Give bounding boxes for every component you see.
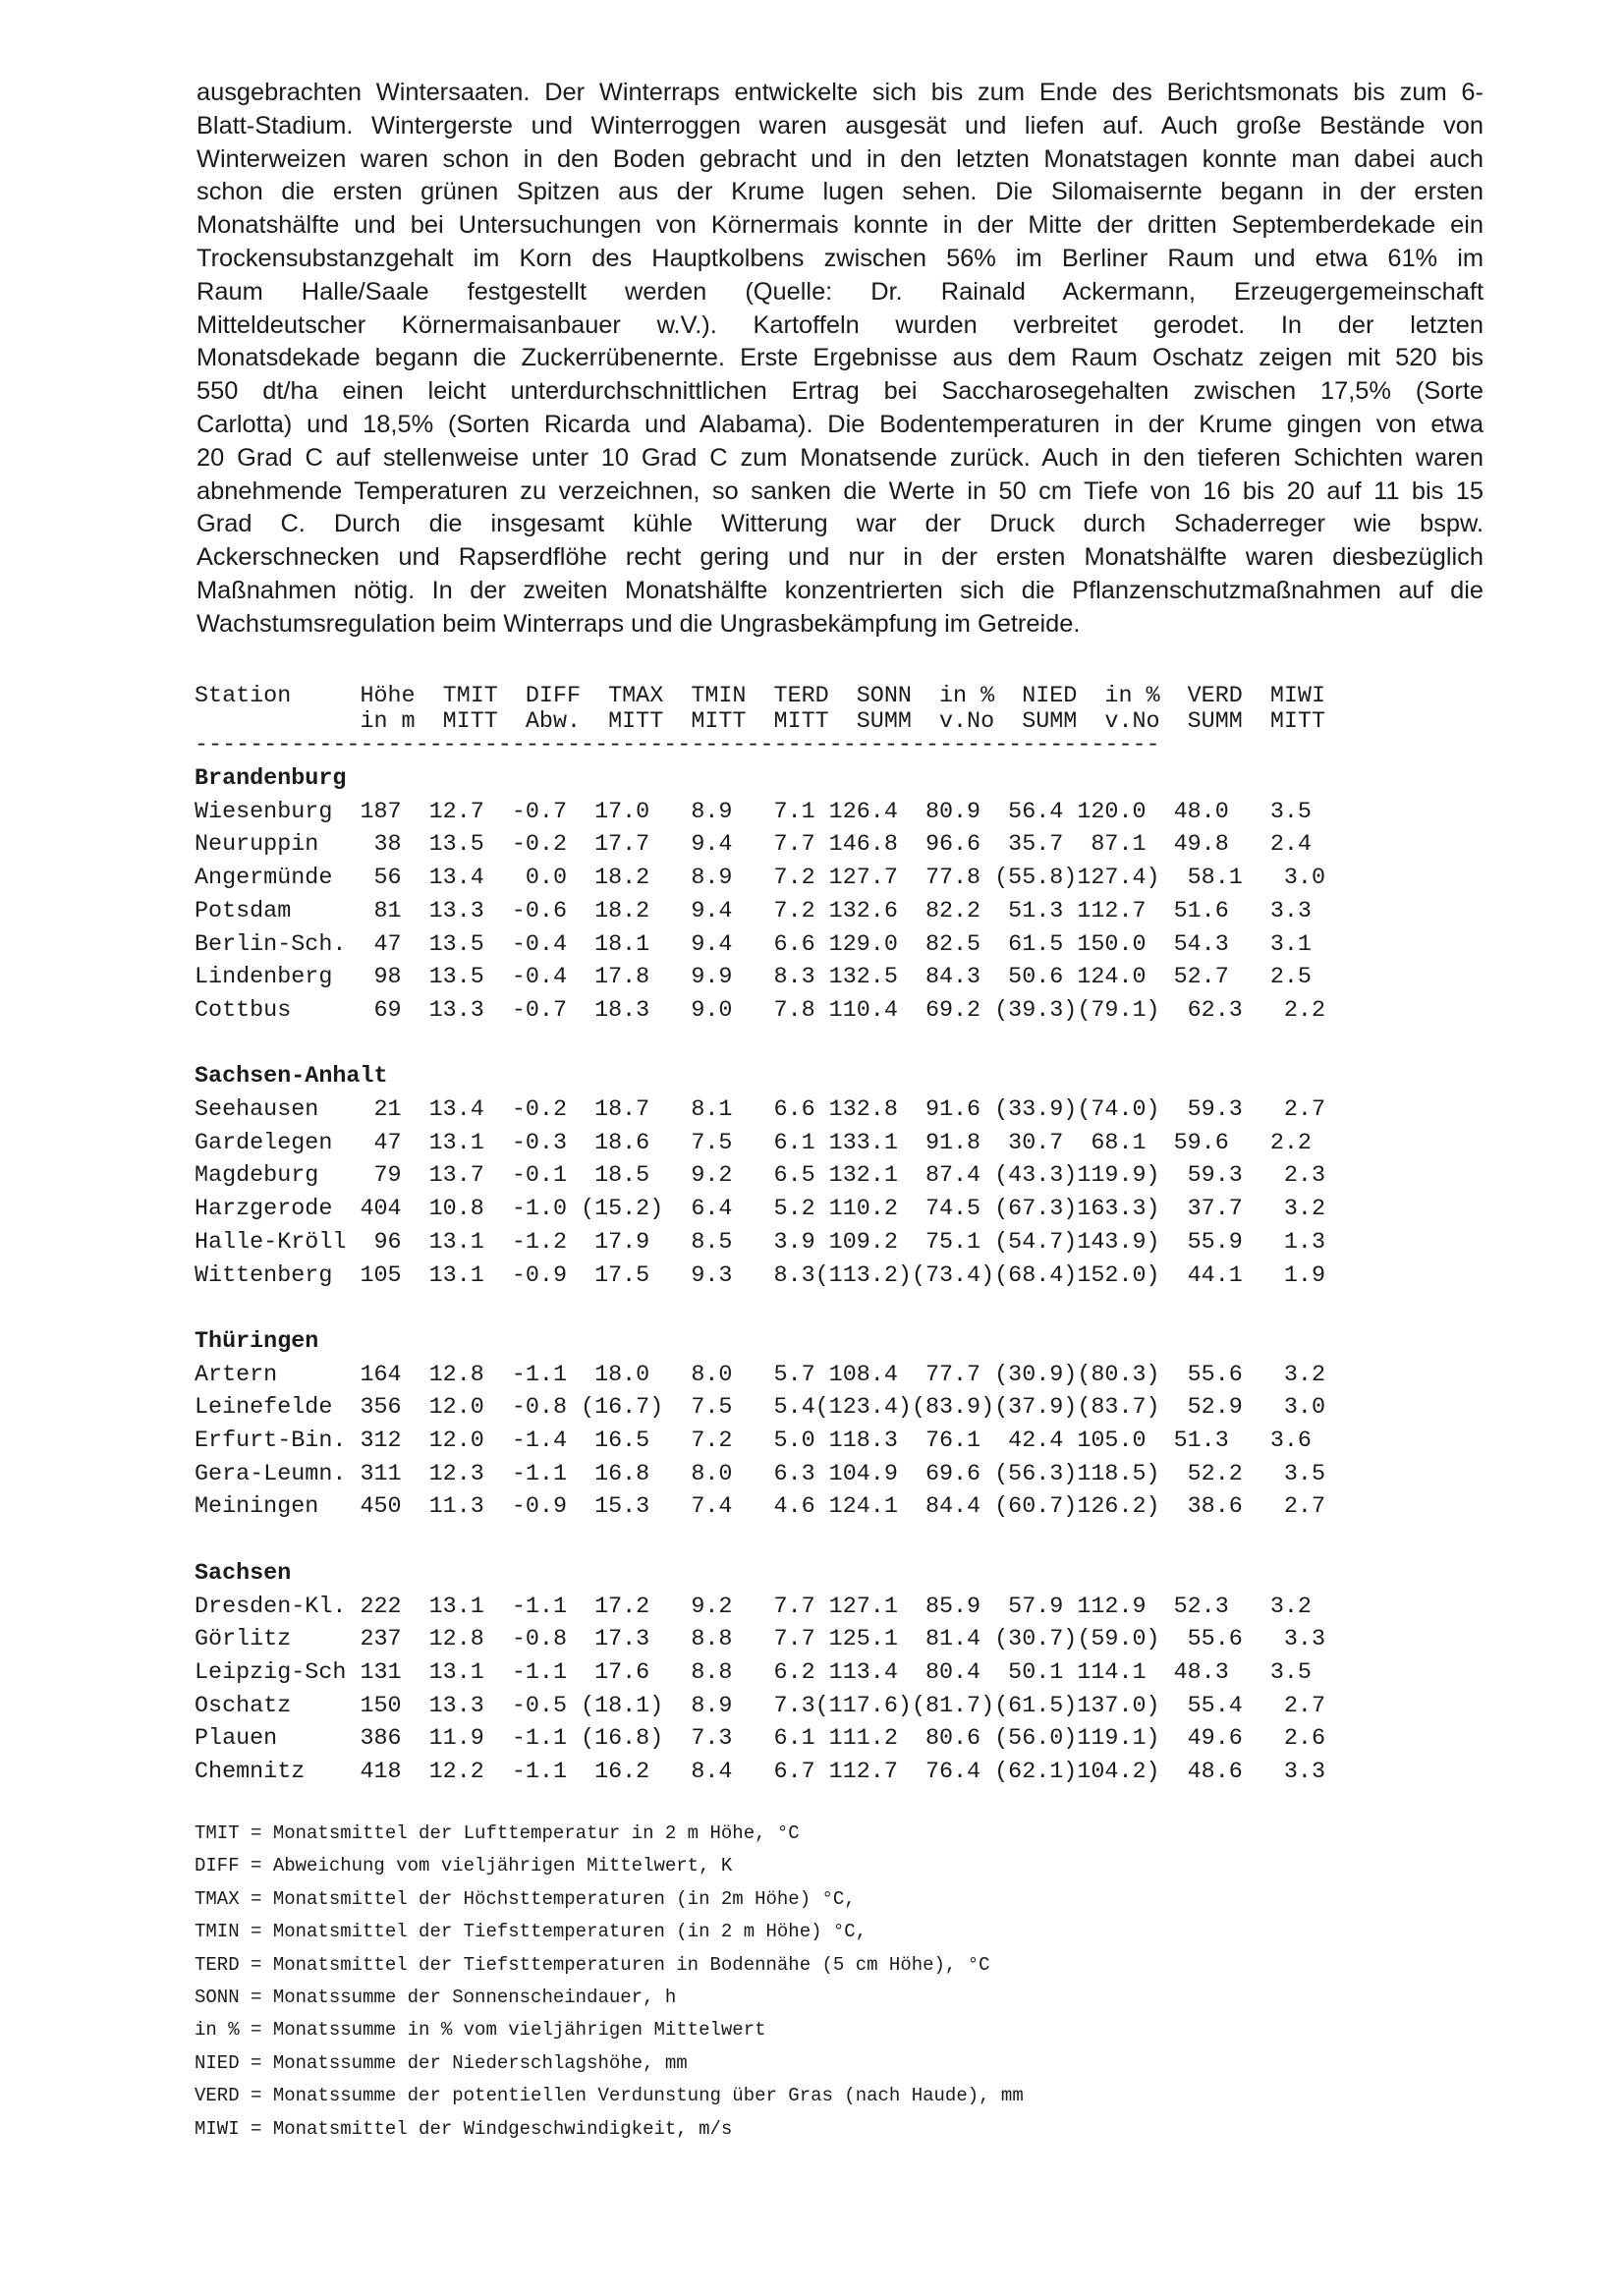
- paragraph-line: Ackerschnecken und Rapserdflöhe recht gering und nur in der ersten Monatshälfte waren diesbezüglich: [196, 543, 1484, 572]
- legend-item: TMIT = Monatsmittel der Lufttemperatur in 2 m Höhe, °C: [195, 1822, 800, 1844]
- table-row: Wittenberg 105 13.1 -0.9 17.5 9.3 8.3(113.2)(73.4)(68.4)152.0) 44.1 1.9: [195, 1262, 1326, 1289]
- legend-item: NIED = Monatssumme der Niederschlagshöhe, mm: [195, 2051, 688, 2074]
- table-row: Plauen 386 11.9 -1.1 (16.8) 7.3 6.1 111.2 80.6 (56.0)119.1) 49.6 2.6: [195, 1726, 1326, 1753]
- paragraph-line: 550 dt/ha einen leicht unterdurchschnittlichen Ertrag bei Saccharosegehalten zwischen 17,5% (Sorte: [196, 377, 1484, 406]
- table-row: Cottbus 69 13.3 -0.7 18.3 9.0 7.8 110.4 69.2 (39.3)(79.1) 62.3 2.2: [195, 997, 1326, 1024]
- legend-item: VERD = Monatssumme der potentiellen Verdunstung über Gras (nach Haude), mm: [195, 2085, 1024, 2107]
- paragraph-line: Mitteldeutscher Körnermaisanbauer w.V.). Kartoffeln wurden verbreitet gerodet. In der letzten: [196, 310, 1484, 339]
- table-row: Potsdam 81 13.3 -0.6 18.2 9.4 7.2 132.6 82.2 51.3 112.7 51.6 3.3: [195, 898, 1312, 924]
- body-paragraph: [196, 77, 1484, 642]
- table-group-heading: Sachsen-Anhalt: [195, 1064, 388, 1091]
- table-row: Oschatz 150 13.3 -0.5 (18.1) 8.9 7.3(117.6)(81.7)(61.5)137.0) 55.4 2.7: [195, 1693, 1326, 1719]
- paragraph-line: Raum Halle/Saale festgestellt werden (Quelle: Dr. Rainald Ackermann, Erzeugergemeinschaft: [196, 277, 1484, 306]
- table-row: Neuruppin 38 13.5 -0.2 17.7 9.4 7.7 146.8 96.6 35.7 87.1 49.8 2.4: [195, 832, 1312, 859]
- table-row: Erfurt-Bin. 312 12.0 -1.4 16.5 7.2 5.0 118.3 76.1 42.4 105.0 51.3 3.6: [195, 1428, 1312, 1454]
- table-row: Görlitz 237 12.8 -0.8 17.3 8.8 7.7 125.1 81.4 (30.7)(59.0) 55.6 3.3: [195, 1627, 1326, 1653]
- paragraph-line: Winterweizen waren schon in den Boden gebracht und in den letzten Monatstagen konnte man dabei auch: [196, 144, 1484, 173]
- table-row: Harzgerode 404 10.8 -1.0 (15.2) 6.4 5.2 110.2 74.5 (67.3)163.3) 37.7 3.2: [195, 1197, 1326, 1223]
- table-row: Artern 164 12.8 -1.1 18.0 8.0 5.7 108.4 77.7 (30.9)(80.3) 55.6 3.2: [195, 1362, 1326, 1388]
- table-header: Station Höhe TMIT DIFF TMAX TMIN TERD SONN in % NIED in % VERD MIWI: [195, 684, 1326, 709]
- table-rule: ----------------------------------------------------------------------: [195, 733, 1160, 758]
- legend-item: TERD = Monatsmittel der Tiefsttemperaturen in Bodennähe (5 cm Höhe), °C: [195, 1953, 990, 1976]
- paragraph-line: Monatshälfte und bei Untersuchungen von Körnermais konnte in der Mitte der dritten Septemberdekade ein: [196, 211, 1484, 240]
- table-row: Berlin-Sch. 47 13.5 -0.4 18.1 9.4 6.6 129.0 82.5 61.5 150.0 54.3 3.1: [195, 931, 1312, 958]
- paragraph-line: Wachstumsregulation beim Winterraps und die Ungrasbekämpfung im Getreide.: [196, 609, 1081, 638]
- table-row: Lindenberg 98 13.5 -0.4 17.8 9.9 8.3 132.5 84.3 50.6 124.0 52.7 2.5: [195, 965, 1312, 991]
- table-row: Leinefelde 356 12.0 -0.8 (16.7) 7.5 5.4(123.4)(83.9)(37.9)(83.7) 52.9 3.0: [195, 1395, 1326, 1422]
- legend-item: MIWI = Monatsmittel der Windgeschwindigkeit, m/s: [195, 2117, 733, 2140]
- paragraph-line: abnehmende Temperaturen zu verzeichnen, so sanken die Werte in 50 cm Tiefe von 16 bis 20 auf 11 bis 15: [196, 476, 1484, 505]
- paragraph-line: Maßnahmen nötig. In der zweiten Monatshälfte konzentrierten sich die Pflanzenschutzmaßnahmen auf die: [196, 576, 1484, 604]
- table-row: Gera-Leumn. 311 12.3 -1.1 16.8 8.0 6.3 104.9 69.6 (56.3)118.5) 52.2 3.5: [195, 1461, 1326, 1487]
- table-row: Leipzig-Sch 131 13.1 -1.1 17.6 8.8 6.2 113.4 80.4 50.1 114.1 48.3 3.5: [195, 1659, 1312, 1686]
- paragraph-line: Monatsdekade begann die Zuckerrübenernte. Erste Ergebnisse aus dem Raum Oschatz zeigen mit 520 bis: [196, 344, 1484, 372]
- paragraph-line: ausgebrachten Wintersaaten. Der Winterraps entwickelte sich bis zum Ende des Berichtsmonats bis zum 6-: [196, 79, 1484, 106]
- paragraph-line: Grad C. Durch die insgesamt kühle Witterung war der Druck durch Schaderreger wie bspw.: [196, 510, 1484, 538]
- table-row: Seehausen 21 13.4 -0.2 18.7 8.1 6.6 132.8 91.6 (33.9)(74.0) 59.3 2.7: [195, 1097, 1326, 1123]
- table-row: Halle-Kröll 96 13.1 -1.2 17.9 8.5 3.9 109.2 75.1 (54.7)143.9) 55.9 1.3: [195, 1229, 1326, 1256]
- table-header-units: in m MITT Abw. MITT MITT MITT SUMM v.No SUMM v.No SUMM MITT: [195, 709, 1326, 735]
- paragraph-line: Blatt-Stadium. Wintergerste und Winterroggen waren ausgesät und liefen auf. Auch große Bestände von: [196, 111, 1484, 140]
- table-row: Chemnitz 418 12.2 -1.1 16.2 8.4 6.7 112.7 76.4 (62.1)104.2) 48.6 3.3: [195, 1760, 1326, 1785]
- table-row: Dresden-Kl. 222 13.1 -1.1 17.2 9.2 7.7 127.1 85.9 57.9 112.9 52.3 3.2: [195, 1594, 1312, 1620]
- table-group-heading: Sachsen: [195, 1560, 292, 1587]
- table-row: Angermünde 56 13.4 0.0 18.2 8.9 7.2 127.7 77.8 (55.8)127.4) 58.1 3.0: [195, 866, 1326, 892]
- legend: [195, 1818, 1024, 2146]
- table-group-heading: Brandenburg: [195, 766, 347, 792]
- legend-item: DIFF = Abweichung vom vieljährigen Mittelwert, K: [195, 1855, 733, 1877]
- table-group-heading: Thüringen: [195, 1328, 319, 1355]
- paragraph-line: Trockensubstanzgehalt im Korn des Hauptkolbens zwischen 56% im Berliner Raum und etwa 61% im: [196, 244, 1484, 272]
- legend-item: SONN = Monatssumme der Sonnenscheindauer, h: [195, 1986, 677, 2008]
- paragraph-line: Carlotta) und 18,5% (Sorten Ricarda und Alabama). Die Bodentemperaturen in der Krume gingen von etwa: [196, 410, 1484, 438]
- table-row: Wiesenburg 187 12.7 -0.7 17.0 8.9 7.1 126.4 80.9 56.4 120.0 48.0 3.5: [195, 799, 1312, 825]
- table-row: Magdeburg 79 13.7 -0.1 18.5 9.2 6.5 132.1 87.4 (43.3)119.9) 59.3 2.3: [195, 1163, 1326, 1190]
- paragraph-line: 20 Grad C auf stellenweise unter 10 Grad C zum Monatsende zurück. Auch in den tieferen Schichten waren: [196, 443, 1484, 472]
- table-row: Gardelegen 47 13.1 -0.3 18.6 7.5 6.1 133.1 91.8 30.7 68.1 59.6 2.2: [195, 1130, 1312, 1156]
- table-row: Meiningen 450 11.3 -0.9 15.3 7.4 4.6 124.1 84.4 (60.7)126.2) 38.6 2.7: [195, 1494, 1326, 1521]
- legend-item: TMIN = Monatsmittel der Tiefsttemperaturen (in 2 m Höhe) °C,: [195, 1921, 868, 1943]
- legend-item: TMAX = Monatsmittel der Höchsttemperaturen (in 2m Höhe) °C,: [195, 1887, 856, 1910]
- paragraph-line: schon die ersten grünen Spitzen aus der Krume lugen sehen. Die Silomaisernte begann in der ersten: [196, 178, 1484, 206]
- legend-item: in % = Monatssumme in % vom vieljährigen Mittelwert: [195, 2019, 766, 2042]
